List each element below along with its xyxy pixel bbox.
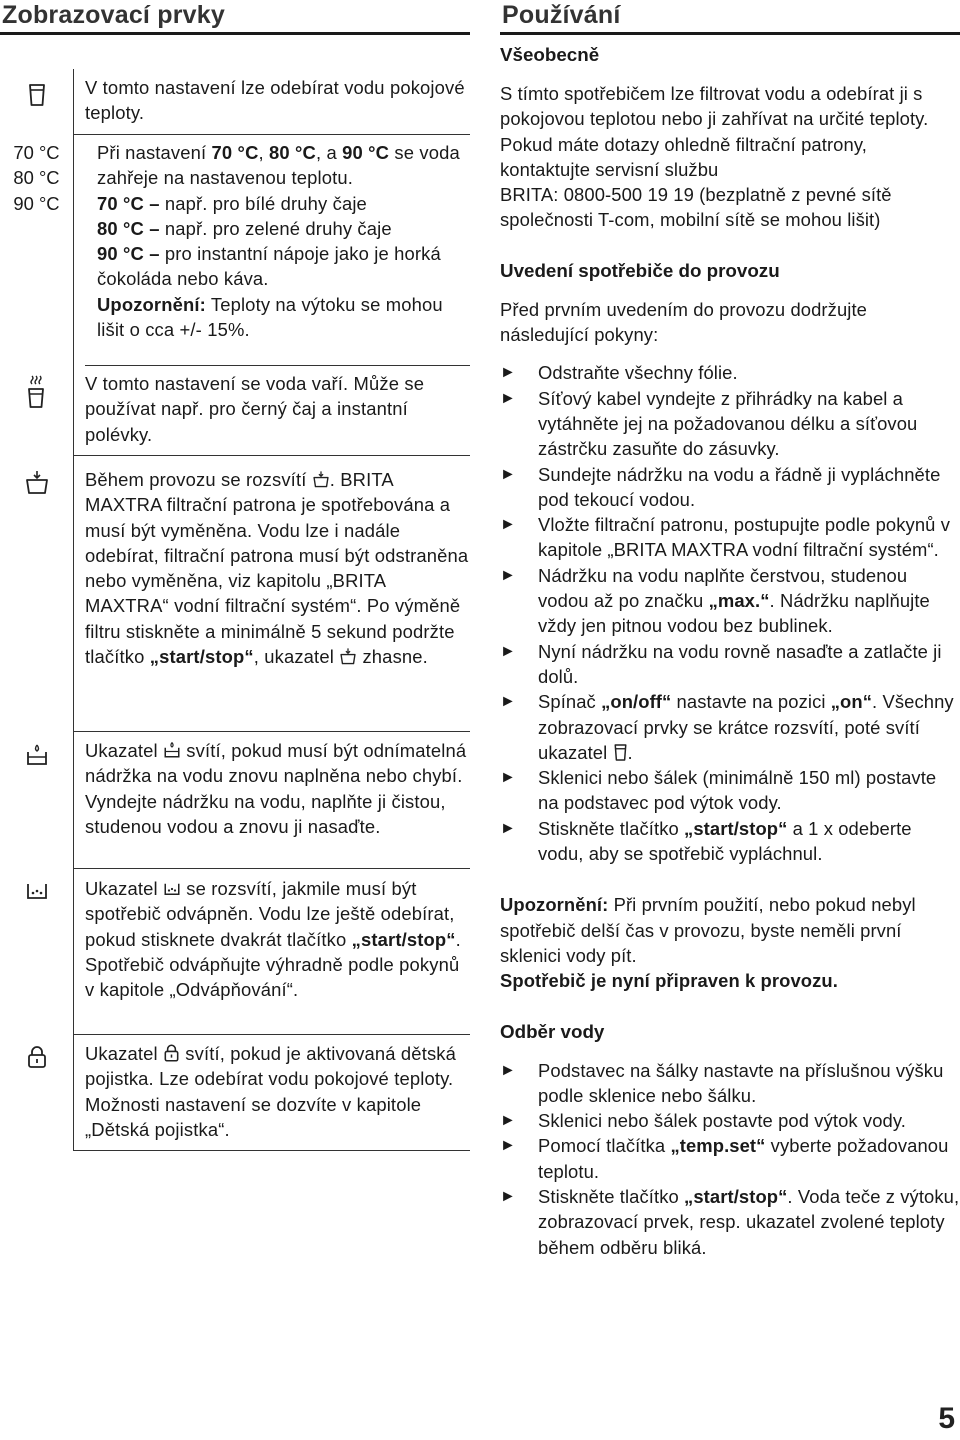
water-tank-description: Ukazatel svítí, pokud musí být odnímatelná nádržka na vodu znovu naplněna nebo chybí. Vyndejte nádržku na vodu, naplňte ji čistou, studenou vodou a znovu ji nasaďte. (85, 740, 467, 837)
descale-icon (163, 880, 181, 898)
list-item: ► Podstavec na šálky nastavte na příslušnou výšku podle sklenice nebo šálku. (500, 1058, 960, 1109)
general-paragraph: S tímto spotřebičem lze filtrovat vodu a odebírat ji s pokojovou teplotou nebo ji zahřívat na určité teploty. (500, 83, 929, 130)
table-row (0, 869, 470, 1035)
list-item: ► Nádržku na vodu naplňte čerstvou, studenou vodou až po značku „max.“. Nádržku naplňujte vždy jen pitnou vodou bez bublinek. (500, 563, 960, 639)
lock-icon (163, 1043, 180, 1063)
descale-description: Ukazatel se rozsvítí, jakmile musí být spotřebič odvápněn. Vodu lze ještě odebírat, pokud stisknete dvakrát tlačítko „start/stop“. Spotřebič odvápňujte výhradně podle pokynů v kapitole „Odvápňování“. (85, 878, 461, 1001)
hot-cup-icon (0, 366, 73, 456)
filter-icon (312, 469, 330, 489)
temperature-intro: Při nastavení 70 °C, 80 °C, a 90 °C se voda zahřeje na nastavenou teplotu. (97, 142, 460, 189)
temperature-warning: Upozornění: Teploty na výtoku se mohou lišit o cca +/- 15%. (97, 293, 443, 341)
temp-70-note: 70 °C – např. pro bílé druhy čaje (97, 192, 367, 214)
first-use-note: Upozornění: Při prvním použití, nebo pokud nebyl spotřebič delší čas v provozu, byste neměli první sklenici vody pít. (500, 894, 916, 966)
water-tank-icon (163, 740, 181, 760)
table-row (0, 1035, 470, 1151)
filter-icon (0, 456, 73, 732)
table-row (0, 366, 470, 456)
general-contact: Pokud máte dotazy ohledně filtrační patrony, kontaktujte servisní službu (500, 133, 867, 180)
list-item: ► Pomocí tlačítka „temp.set“ vyberte požadovanou teplotu. (500, 1133, 960, 1184)
glass-icon (0, 69, 73, 135)
startup-heading: Uvedení spotřebiče do provozu (500, 259, 780, 281)
display-elements-table (0, 35, 470, 1151)
lock-icon (0, 1035, 73, 1151)
filter-description: Během provozu se rozsvítí . BRITA MAXTRA filtrační patrona je spotřebována a musí být vyměněna. Vodu lze i nadále odebírat, filtrační patrona musí být odstraněna nebo vyměněna, viz kapitolu „BRITA MAXTRA“ vodní filtrační systém“. Po výměně filtru stiskněte a minimálně 5 sekund podržte tlačítko „start/stop“, ukazatel zhasne. (85, 469, 469, 668)
temp-80-note: 80 °C – např. pro zelené druhy čaje (97, 217, 392, 239)
list-item: ► Sundejte nádržku na vodu a řádně ji vypláchněte pod tekoucí vodou. (500, 462, 960, 513)
temp-90-note: 90 °C – pro instantní nápoje jako je horká čokoláda nebo káva. (97, 243, 441, 290)
list-item: ► Nyní nádržku na vodu rovně nasaďte a zatlačte ji dolů. (500, 639, 960, 690)
table-row (0, 69, 470, 135)
usage-column (500, 0, 960, 1260)
list-item: ► Spínač „on/off“ nastavte na pozici „on“. Všechny zobrazovací prvky se krátce rozsvítí, poté svítí ukazatel . (500, 689, 960, 765)
table-row (0, 456, 470, 732)
table-row (0, 732, 470, 869)
list-item: ► Sklenici nebo šálek (minimálně 150 ml) postavte na podstavec pod výtok vody. (500, 765, 960, 816)
temp-90-label: 90 °C (13, 192, 60, 214)
temperature-labels (0, 135, 85, 366)
usage-title: Používání (502, 1, 621, 29)
startup-intro: Před prvním uvedením do provozu dodržujte následující pokyny: (500, 298, 868, 346)
list-item: ► Stiskněte tlačítko „start/stop“ a 1 x odeberte vodu, aby se spotřebič vypláchnul. (500, 816, 960, 867)
table-row (0, 135, 470, 366)
glass-icon (613, 743, 628, 762)
temp-70-label: 70 °C (13, 142, 60, 163)
display-elements-column (0, 0, 470, 1151)
display-elements-title: Zobrazovací prvky (2, 1, 225, 29)
general-hotline: BRITA: 0800-500 19 19 (bezplatně z pevné sítě společnosti T-com, mobilní sítě se mohou lišit) (500, 184, 892, 231)
general-heading: Všeobecně (500, 44, 600, 65)
descale-icon (0, 869, 73, 1035)
list-item: ► Stiskněte tlačítko „start/stop“. Voda teče z výtoku, zobrazovací prvek, resp. ukazatel zvolené teploty během odběru bliká. (500, 1184, 960, 1260)
list-item: ► Síťový kabel vyndejte z přihrádky na kabel a vytáhněte jej na požadovanou délku a síťovou zástrčku zasuňte do zásuvky. (500, 386, 960, 462)
filter-icon (339, 646, 357, 666)
temp-80-label: 80 °C (13, 167, 60, 189)
glass-description: V tomto nastavení lze odebírat vodu pokojové teploty. (85, 77, 465, 124)
startup-steps (500, 360, 960, 866)
dispense-heading: Odběr vody (500, 1020, 605, 1042)
dispense-steps (500, 1058, 960, 1260)
boiling-description: V tomto nastavení se voda vaří. Může se používat např. pro černý čaj a instantní polévky. (85, 373, 425, 445)
ready-note: Spotřebič je nyní připraven k provozu. (500, 970, 838, 992)
list-item: ► Vložte filtrační patronu, postupujte podle pokynů v kapitole „BRITA MAXTRA vodní filtrační systém“. (500, 512, 960, 563)
list-item: ► Sklenici nebo šálek postavte pod výtok vody. (500, 1108, 960, 1133)
list-item: ► Odstraňte všechny fólie. (500, 360, 960, 385)
page-number: 5 (938, 1402, 955, 1435)
lock-description: Ukazatel svítí, pokud je aktivovaná dětská pojistka. Lze odebírat vodu pokojové teploty. Možnosti nastavení se dozvíte v kapitole „Dětská pojistka“. (85, 1043, 457, 1140)
water-tank-icon (0, 732, 73, 869)
